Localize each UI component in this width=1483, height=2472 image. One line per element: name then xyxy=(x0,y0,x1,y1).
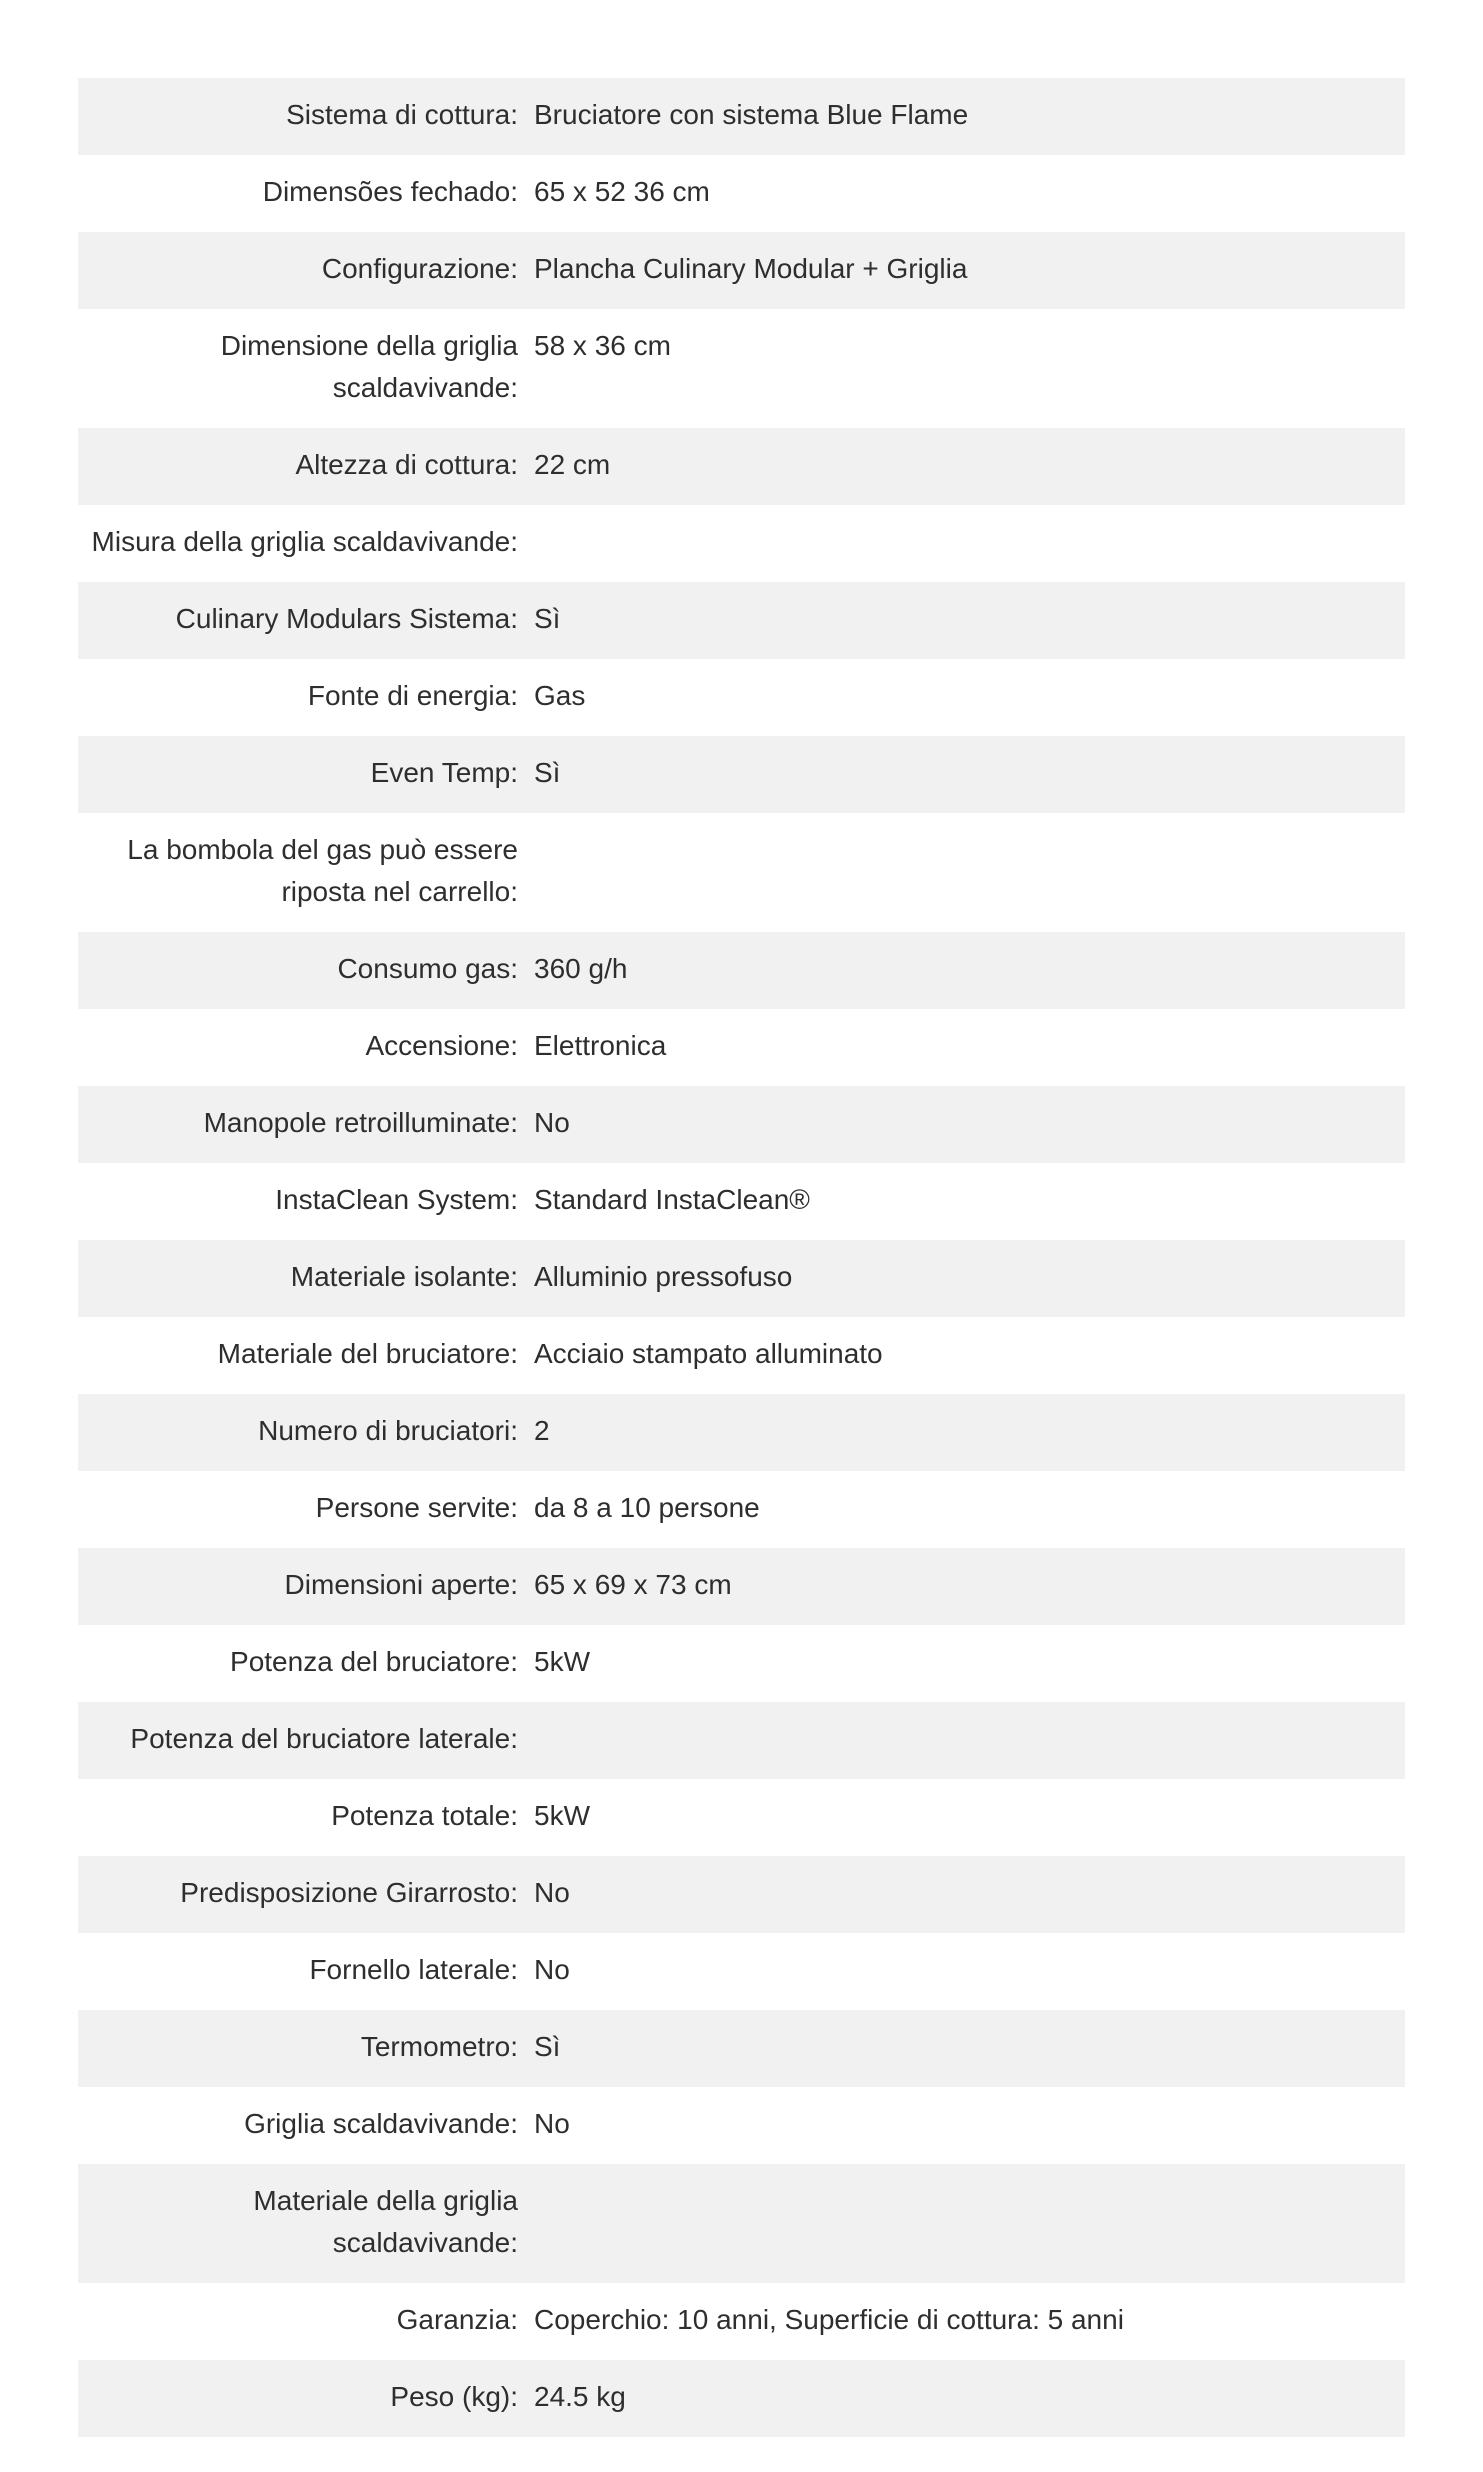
spec-value: Sì xyxy=(534,757,561,788)
spec-label: Even Temp: xyxy=(370,757,518,788)
spec-label: Persone servite: xyxy=(315,1492,518,1523)
spec-row-cooking-system xyxy=(78,78,1405,155)
spec-row-gas-tank-storage xyxy=(78,813,1405,932)
spec-row-servings xyxy=(78,1471,1405,1548)
spec-value: Sì xyxy=(534,2031,561,2062)
spec-label: Potenza totale: xyxy=(331,1800,518,1831)
spec-value: Gas xyxy=(534,680,586,711)
spec-label: Misura della griglia scaldavivande: xyxy=(91,526,518,557)
spec-label: Materiale isolante: xyxy=(290,1261,518,1292)
spec-row-thermometer xyxy=(78,2010,1405,2087)
spec-label: Griglia scaldavivande: xyxy=(244,2108,518,2139)
spec-value: Standard InstaClean® xyxy=(534,1184,810,1215)
spec-value: 65 x 52 36 cm xyxy=(534,176,710,207)
spec-value: Acciaio stampato alluminato xyxy=(534,1338,883,1369)
spec-value: 22 cm xyxy=(534,449,611,480)
spec-value: Alluminio pressofuso xyxy=(534,1261,793,1292)
spec-value: No xyxy=(534,2108,570,2139)
spec-label: Materiale del bruciatore: xyxy=(217,1338,518,1369)
spec-row-backlit-knobs xyxy=(78,1086,1405,1163)
spec-value: No xyxy=(534,1107,570,1138)
spec-value: 360 g/h xyxy=(534,953,628,984)
spec-label: Numero di bruciatori: xyxy=(258,1415,518,1446)
spec-value: 5kW xyxy=(534,1646,590,1677)
spec-label: Accensione: xyxy=(365,1030,518,1061)
spec-row-weight xyxy=(78,2360,1405,2437)
spec-row-warming-rack-material xyxy=(78,2164,1405,2283)
spec-row-closed-dimensions xyxy=(78,155,1405,232)
spec-value: Bruciatore con sistema Blue Flame xyxy=(534,99,969,130)
spec-label: InstaClean System: xyxy=(275,1184,518,1215)
spec-row-energy-source xyxy=(78,659,1405,736)
spec-value: Elettronica xyxy=(534,1030,667,1061)
spec-label: La bombola del gas può essere riposta nel carrello: xyxy=(127,834,518,907)
spec-row-instaclean xyxy=(78,1163,1405,1240)
spec-label: Dimensione della griglia scaldavivande: xyxy=(220,330,518,403)
spec-value: 2 xyxy=(534,1415,550,1446)
spec-row-cooking-height xyxy=(78,428,1405,505)
spec-label: Materiale della griglia scaldavivande: xyxy=(253,2185,518,2258)
spec-value: 65 x 69 x 73 cm xyxy=(534,1569,732,1600)
spec-value: Coperchio: 10 anni, Superficie di cottura: 5 anni xyxy=(534,2304,1124,2335)
spec-row-warming-rack-size xyxy=(78,505,1405,582)
spec-label: Predisposizione Girarrosto: xyxy=(180,1877,518,1908)
spec-label: Garanzia: xyxy=(396,2304,518,2335)
spec-label: Dimensioni aperte: xyxy=(284,1569,518,1600)
spec-row-warming-rack-dimension xyxy=(78,309,1405,428)
spec-label: Fonte di energia: xyxy=(307,680,518,711)
spec-row-burner-count xyxy=(78,1394,1405,1471)
spec-value: Plancha Culinary Modular + Griglia xyxy=(534,253,968,284)
spec-label: Termometro: xyxy=(360,2031,518,2062)
spec-label: Altezza di cottura: xyxy=(295,449,518,480)
spec-value: No xyxy=(534,1877,570,1908)
spec-row-configuration xyxy=(78,232,1405,309)
spec-value: Sì xyxy=(534,603,561,634)
spec-label: Sistema di cottura: xyxy=(286,99,518,130)
spec-label: Potenza del bruciatore laterale: xyxy=(130,1723,518,1754)
spec-row-ignition xyxy=(78,1009,1405,1086)
spec-label: Manopole retroilluminate: xyxy=(203,1107,518,1138)
spec-label: Culinary Modulars Sistema: xyxy=(175,603,518,634)
spec-row-insulation-material xyxy=(78,1240,1405,1317)
spec-table xyxy=(78,78,1405,2437)
spec-label: Configurazione: xyxy=(321,253,518,284)
spec-value: da 8 a 10 persone xyxy=(534,1492,760,1523)
spec-row-even-temp xyxy=(78,736,1405,813)
spec-label: Potenza del bruciatore: xyxy=(230,1646,518,1677)
spec-row-burner-power xyxy=(78,1625,1405,1702)
spec-row-open-dimensions xyxy=(78,1548,1405,1625)
spec-row-culinary-modulars xyxy=(78,582,1405,659)
spec-value: 58 x 36 cm xyxy=(534,330,671,361)
spec-label: Consumo gas: xyxy=(337,953,518,984)
spec-value: 24.5 kg xyxy=(534,2381,626,2412)
spec-row-burner-material xyxy=(78,1317,1405,1394)
spec-row-side-burner xyxy=(78,1933,1405,2010)
spec-row-side-burner-power xyxy=(78,1702,1405,1779)
spec-label: Fornello laterale: xyxy=(309,1954,518,1985)
spec-label: Peso (kg): xyxy=(390,2381,518,2412)
spec-value: No xyxy=(534,1954,570,1985)
spec-row-total-power xyxy=(78,1779,1405,1856)
spec-row-gas-consumption xyxy=(78,932,1405,1009)
spec-label: Dimensões fechado: xyxy=(262,176,518,207)
spec-row-warming-rack xyxy=(78,2087,1405,2164)
spec-row-warranty xyxy=(78,2283,1405,2360)
spec-value: 5kW xyxy=(534,1800,590,1831)
spec-row-rotisserie-ready xyxy=(78,1856,1405,1933)
